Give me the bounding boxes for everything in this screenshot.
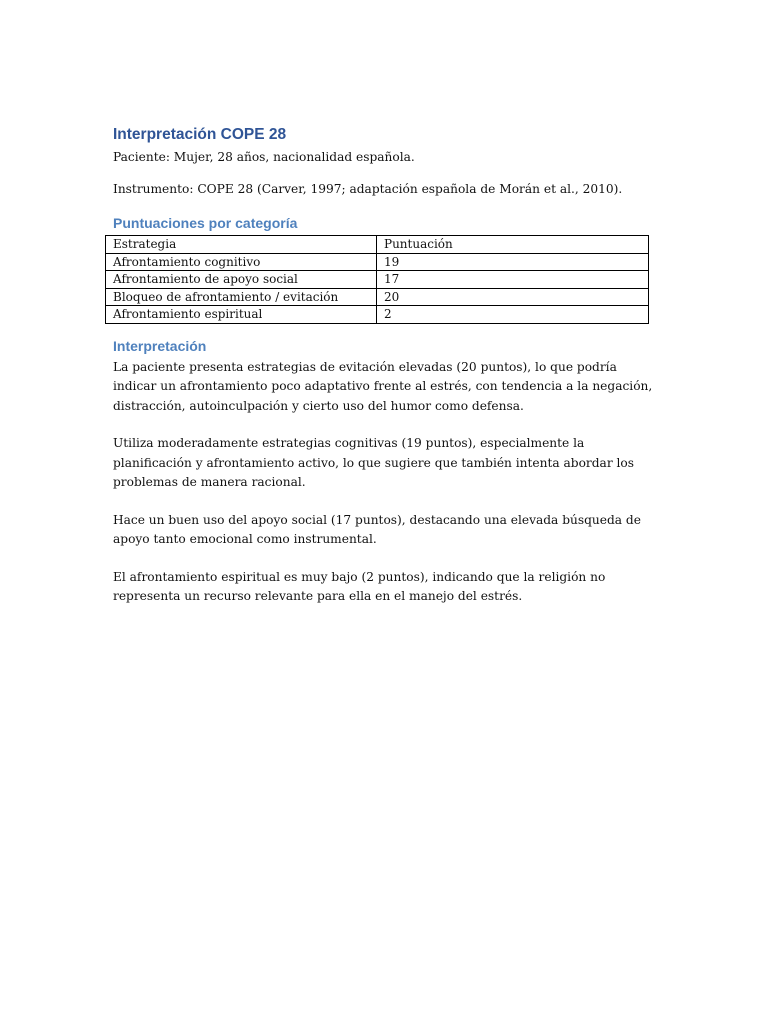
table-row <box>106 306 649 324</box>
table-row <box>106 288 649 306</box>
table-row <box>106 271 649 289</box>
document-title: Interpretación COPE 28 <box>113 126 287 143</box>
table-cell-strategy: Afrontamiento cognitivo <box>106 253 377 271</box>
table-cell-score: 20 <box>377 288 649 306</box>
table-cell-strategy: Afrontamiento espiritual <box>106 306 377 324</box>
table-row <box>106 253 649 271</box>
interpretation-heading: Interpretación <box>113 337 207 354</box>
table-cell-score: 17 <box>377 271 649 289</box>
interpretation-paragraph-2: Utiliza moderadamente estrategias cognitivas (19 puntos), especialmente la planificación y afrontamiento activo, lo que sugiere que también intenta abordar los problemas de manera racional. <box>113 436 635 489</box>
table-cell-score: 2 <box>377 306 649 324</box>
document-page <box>113 124 653 607</box>
table-header-strategy: Estrategia <box>106 236 377 254</box>
scores-table <box>105 235 649 324</box>
table-cell-score: 19 <box>377 253 649 271</box>
table-cell-strategy: Afrontamiento de apoyo social <box>106 271 377 289</box>
table-cell-strategy: Bloqueo de afrontamiento / evitación <box>106 288 377 306</box>
interpretation-paragraph-3: Hace un buen uso del apoyo social (17 puntos), destacando una elevada búsqueda de apoyo tanto emocional como instrumental. <box>113 512 641 546</box>
scores-heading: Puntuaciones por categoría <box>113 215 298 231</box>
table-header-row <box>106 236 649 254</box>
instrument-info: Instrumento: COPE 28 (Carver, 1997; adaptación española de Morán et al., 2010). <box>113 181 623 196</box>
interpretation-paragraph-4: El afrontamiento espiritual es muy bajo (2 puntos), indicando que la religión no representa un recurso relevante para ella en el manejo del estrés. <box>113 569 606 603</box>
interpretation-paragraph-1: La paciente presenta estrategias de evitación elevadas (20 puntos), lo que podría indicar un afrontamiento poco adaptativo frente al estrés, con tendencia a la negación, distracción, autoinculpación y cierto uso del humor como defensa. <box>113 359 653 413</box>
patient-info: Paciente: Mujer, 28 años, nacionalidad española. <box>113 150 415 164</box>
table-header-score: Puntuación <box>377 236 649 254</box>
